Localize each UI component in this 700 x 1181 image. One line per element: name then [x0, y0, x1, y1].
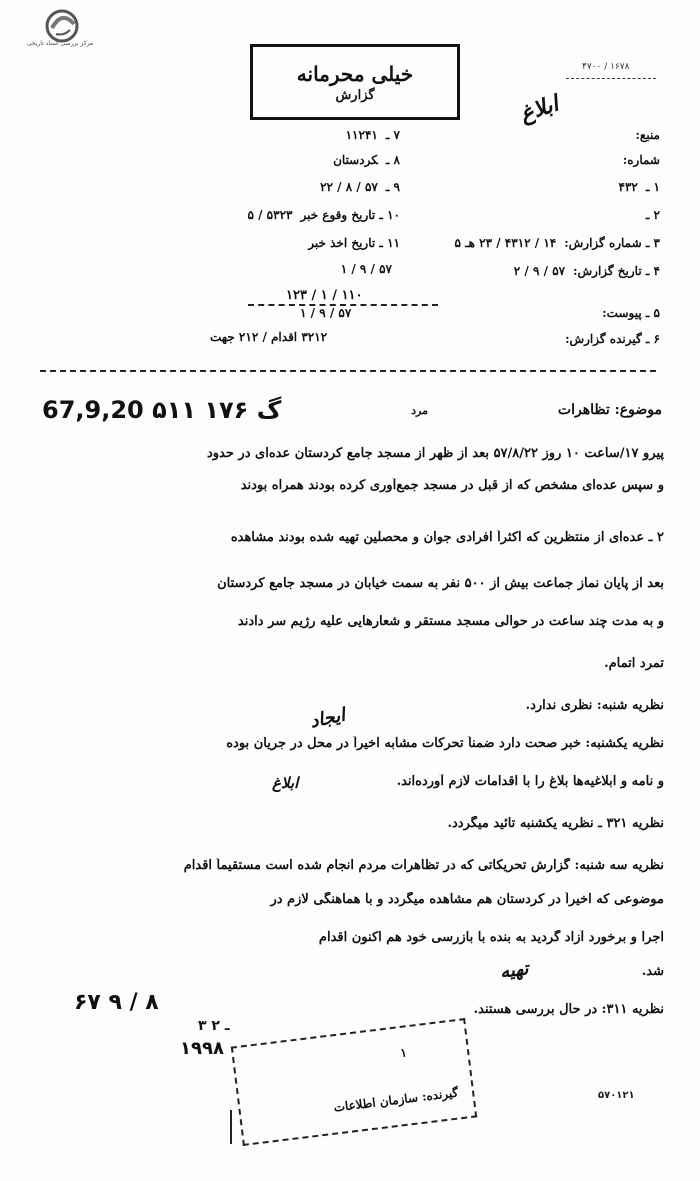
body-line: و سپس عده‌ای مشخص که از قبل در مسجد جمع‌آوری کرده بودند همراه بودند	[240, 478, 664, 493]
page-code: ۴۷۰۰ / ۱۶۷۸	[582, 62, 630, 72]
receipt-stamp	[231, 1018, 477, 1146]
handwritten-number: ۳ ـ ۲	[198, 1018, 230, 1034]
comment-line: نظریه ۳۲۱ ـ نظریه یکشنبه تائید میگردد.	[447, 816, 664, 831]
classification-text: خیلی محرمانه	[296, 61, 414, 86]
field-left-date: ۵۷ / ۹ / ۱	[340, 262, 392, 276]
body-line: ۲ ـ عده‌ای از منتظرین که اکثراً افرادی جوان و محصلین تهیه شده بودند مشاهده	[230, 530, 664, 545]
comment-line: نظریه ۳۱۱: در حال بررسی هستند.	[473, 1002, 664, 1017]
field-9: ۹ ـ۵۷ / ۸ / ۲۲	[320, 180, 400, 194]
margin-mark	[230, 1110, 232, 1144]
field-number: شماره:	[622, 153, 660, 167]
body-line: بعد از پایان نماز جماعت بیش از ۵۰۰ نفر به سمت خیابان در مسجد جامع کردستان	[217, 576, 664, 591]
subject-label: موضوع: تظاهرات	[557, 402, 662, 418]
comment-line: اجرا و برخورد آزاد گردید به بنده با بازرسی خود هم اکنون اقدام	[318, 930, 664, 945]
report-type-text: گزارش	[335, 87, 375, 103]
handwritten-number: ۱۹۹۸	[180, 1038, 224, 1059]
field-2: ۲ ـ	[645, 208, 660, 222]
subject-mark: مرد	[411, 403, 429, 417]
comment-line: نظریه شنبه: نظری ندارد.	[525, 698, 664, 713]
field-received-date: ۱۱ ـ تاریخ اخذ خبر	[308, 236, 400, 250]
handwritten-note: ابلاغ	[272, 774, 299, 792]
subject-line	[42, 396, 662, 424]
comment-line: نظریه یکشنبه: خبر صحت دارد ضمناً تحرکات مشابه اخیراً در محل در جریان بوده	[226, 736, 664, 751]
handwritten-date: ۶۷ ۹ / ۸	[74, 990, 159, 1015]
logo-caption: مرکز بررسی اسناد تاریخی	[26, 40, 94, 47]
reference-date: ۵۷ / ۹ / ۱	[300, 306, 352, 320]
handwritten-signature: تهیه	[498, 958, 530, 983]
body-line: تمرد اتمام.	[604, 656, 664, 671]
divider	[40, 370, 656, 372]
comment-line: نظریه سه شنبه: گزارش تحریکاتی که در تظاهرات مردم انجام شده است مستقیماً اقدام	[183, 858, 664, 873]
stamp-text: گیرنده: سازمان اطلاعات	[332, 1085, 459, 1115]
field-source: منبع:	[635, 128, 660, 142]
body-line: پیرو ۱۷/ساعت ۱۰ روز ۵۷/۸/۲۲ بعد از ظهر از مسجد جامع کردستان عده‌ای در حدود	[206, 446, 664, 461]
comment-line: شد.	[641, 964, 664, 979]
stamp-number: ۱	[399, 1045, 408, 1061]
comment-line: موضوعی که اخیراً در کردستان هم مشاهده میگردد و با هماهنگی لازم در	[270, 892, 664, 907]
handwritten-note: ایجاد	[308, 704, 347, 733]
field-1: ۱ ـ۴۳۲	[618, 180, 660, 194]
field-8: ۸ ـکردستان	[333, 153, 400, 167]
field-recipient: ۶ ـ گیرنده گزارش:	[565, 332, 660, 346]
comment-line: و نامه و ابلاغیه‌ها بلاغ را با اقدامات لازم آورده‌اند.	[396, 774, 664, 789]
handwritten-signature: ابلاغ	[516, 90, 562, 128]
footer-code: ۵۷۰۱۲۱	[598, 1090, 635, 1101]
field-7: ۷ ـ۱۱۲۴۱	[345, 128, 400, 142]
body-line: و به مدت چند ساعت در حوالی مسجد مستقر و شعارهایی علیه رژیم سر دادند	[237, 614, 664, 629]
handwritten-reference: 67,9,20 ۵۱۱ ۱۷۶ گ	[42, 396, 282, 424]
field-report-number: ۳ ـ شماره گزارش:۱۴ / ۴۳۱۲ / ۲۳ هـ ۵	[454, 236, 660, 250]
classification-stamp	[250, 44, 460, 120]
divider	[566, 78, 656, 79]
field-report-date: ۴ ـ تاریخ گزارش:۵۷ / ۹ / ۲	[513, 264, 660, 278]
field-attachment: ۵ ـ پیوست:	[602, 306, 660, 320]
distribution-line: ۳۲۱۲ اقدام / ۲۱۲ جهت	[210, 330, 328, 344]
reference-number: ۱۱۰ / ۱ / ۱۲۳	[286, 288, 363, 303]
field-event-date: ۱۰ ـ تاریخ وقوع خبر۵۳۲۳ / ۵	[247, 208, 400, 222]
